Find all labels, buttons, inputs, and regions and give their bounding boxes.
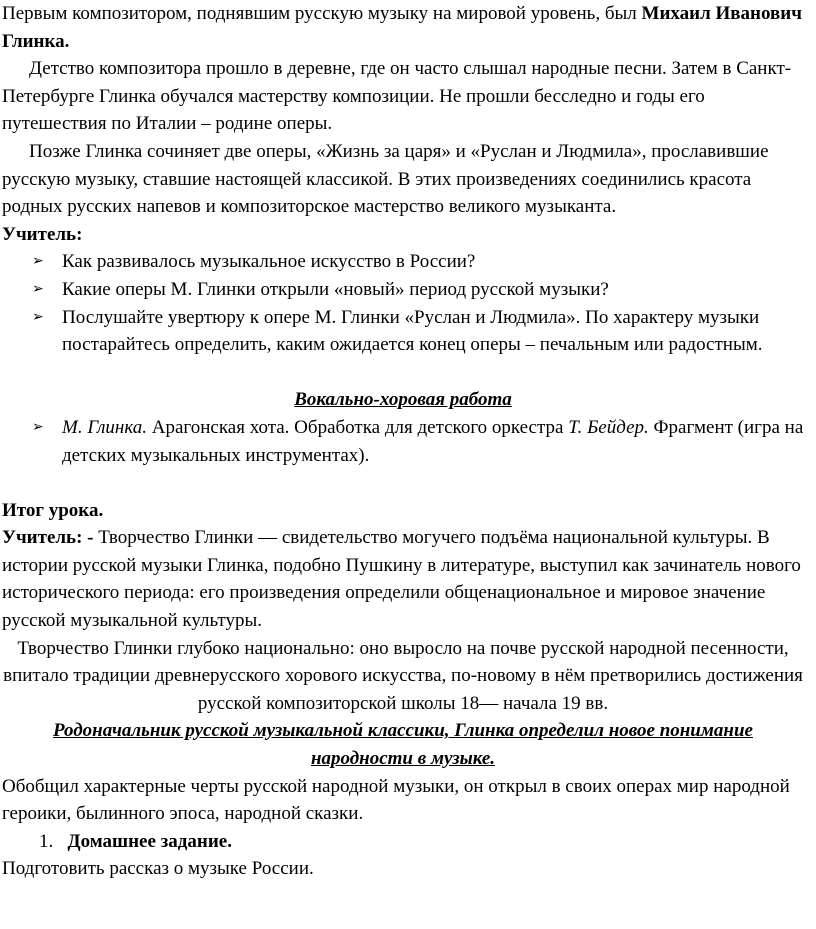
question-text: Как развивалось музыкальное искусство в России? xyxy=(62,251,476,273)
bullet-arrow-icon: ➢ xyxy=(32,309,44,325)
intro-paragraph xyxy=(2,0,804,55)
vocal-heading: Вокально-хоровая работа xyxy=(294,389,512,411)
list-item xyxy=(2,304,804,359)
vocal-text-end: Фрагмент (игра на детских музыкальных инструментах). xyxy=(62,416,804,466)
founder-heading: Родоначальник русской музыкальной классики, Глинка определил новое понимание народности в музыке. xyxy=(53,720,753,770)
summary-text: Творчество Глинки — свидетельство могучего подъёма национальной культуры. В истории русской музыки Глинка, подобно Пушкину в литературе, выступил как зачинатель нового исторического периода: его произведения определили общенациональное и мировое значение русской музыкальной культуры. xyxy=(2,527,801,632)
homework-heading xyxy=(2,828,804,856)
vocal-text: Арагонская хота. Обработка для детского оркестра xyxy=(147,416,569,438)
bullet-arrow-icon: ➢ xyxy=(32,254,44,270)
vocal-list xyxy=(2,414,804,469)
spacer xyxy=(2,469,804,497)
arranger-italic: Т. Бейдер. xyxy=(568,416,649,438)
list-item xyxy=(2,248,804,276)
question-list xyxy=(2,248,804,358)
summary-paragraph xyxy=(2,524,804,634)
operas-paragraph: Позже Глинка сочиняет две оперы, «Жизнь за царя» и «Руслан и Людмила», прославившие русскую музыку, ставшие настоящей классикой. В этих произведениях соединились красота родных русских напевов и композиторское мастерство великого музыканта. xyxy=(2,140,769,218)
composer-name: Михаил Иванович Глинка. xyxy=(2,3,802,52)
generalized-paragraph: Обобщил характерные черты русской народной музыки, он открыл в своих операх мир народной героики, былинного эпоса, народной сказки. xyxy=(2,775,790,825)
summary-teacher-label: Учитель: - xyxy=(2,527,94,549)
homework-task: Подготовить рассказ о музыке России. xyxy=(2,858,314,880)
list-item xyxy=(2,414,804,469)
homework-label: Домашнее задание. xyxy=(67,830,232,852)
centered-paragraph: Творчество Глинки глубоко национально: оно выросло на почве русской народной песенности, впитало традиции древнерусского хорового искусства, по-новому в нём претворились достижения русской композиторской школы 18— начала 19 вв. xyxy=(3,637,803,714)
list-item xyxy=(2,276,804,304)
summary-heading: Итог урока. xyxy=(2,499,104,521)
question-text: Послушайте увертюру к опере М. Глинки «Руслан и Людмила». По характеру музыки постарайтесь определить, каким ожидается конец оперы – печальным или радостным. xyxy=(62,306,763,356)
bullet-arrow-icon: ➢ xyxy=(32,419,44,435)
childhood-paragraph: Детство композитора прошло в деревне, где он часто слышал народные песни. Затем в Санкт-Петербурге Глинка обучался мастерству композиции. Не прошли бесследно и годы его путешествия по Италии – родине оперы. xyxy=(2,58,792,135)
teacher-label: Учитель: xyxy=(2,223,83,245)
spacer xyxy=(2,359,804,387)
homework-number: 1. xyxy=(39,830,54,852)
bullet-arrow-icon: ➢ xyxy=(32,281,44,297)
question-text: Какие оперы М. Глинки открыли «новый» период русской музыки? xyxy=(62,278,609,300)
composer-italic: М. Глинка. xyxy=(62,416,147,438)
intro-text: Первым композитором, поднявшим русскую музыку на мировой уровень, был xyxy=(2,3,642,24)
